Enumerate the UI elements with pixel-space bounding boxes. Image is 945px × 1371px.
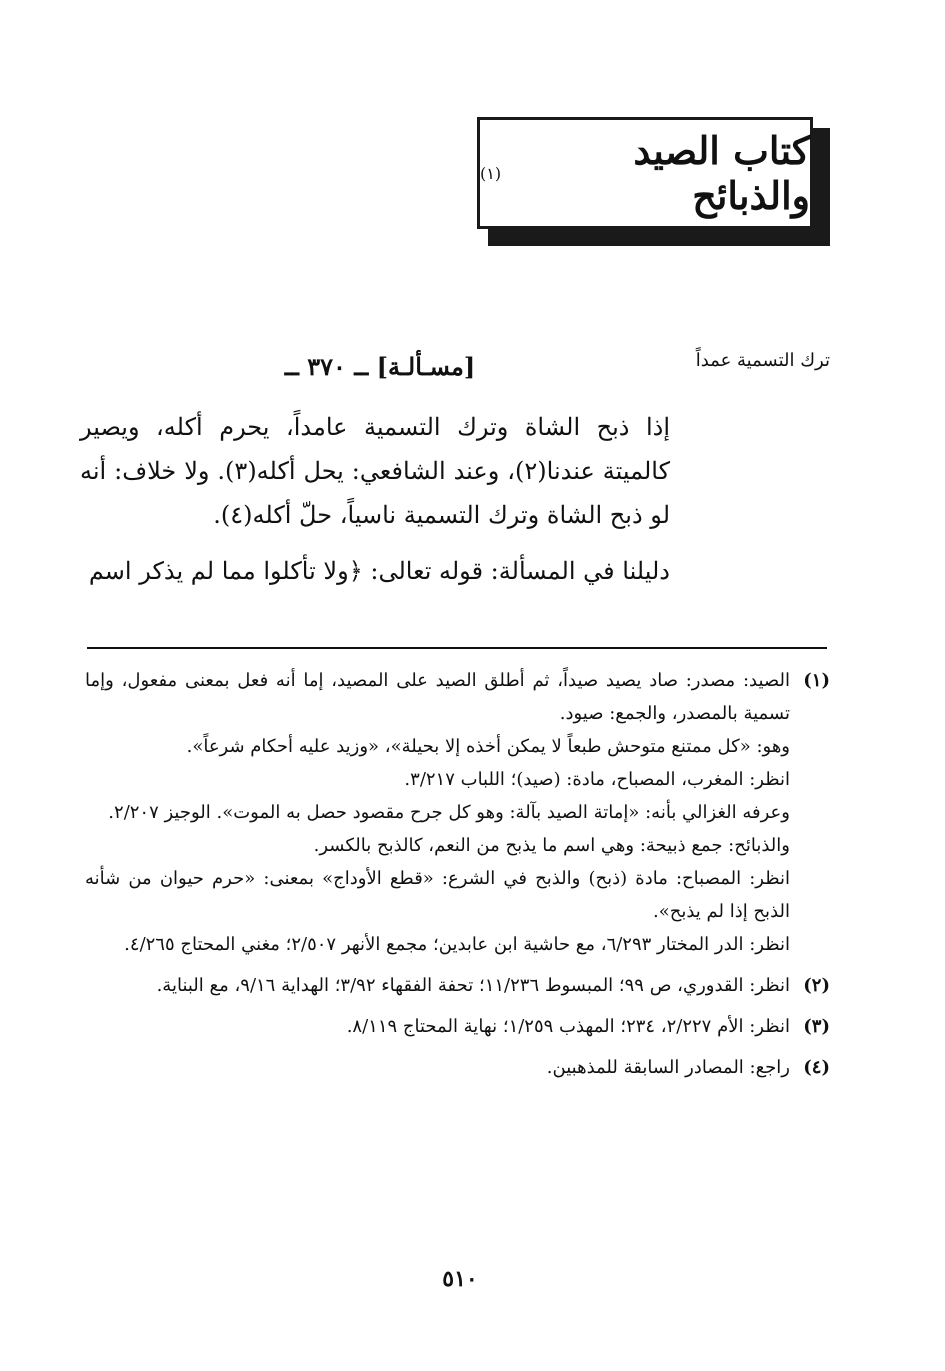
footnote-number: (٤) <box>803 1057 830 1078</box>
footnote-line: الصيد: مصدر: صاد يصيد صيداً، ثم أطلق الصيد على المصيد، إما أنه فعل بمعنى مفعول، وإما تسمية بالمصدر، والجمع: صيود. <box>85 670 790 724</box>
footnote-number: (١) <box>803 670 830 691</box>
footnote-4 <box>85 1051 830 1084</box>
footnote-body <box>85 969 790 1002</box>
footnote-line: انظر: القدوري، ص ٩٩؛ المبسوط ١١/٢٣٦؛ تحفة الفقهاء ٣/٩٢؛ الهداية ٩/١٦، مع البناية. <box>156 975 790 996</box>
footnote-3 <box>85 1010 830 1043</box>
footnote-number: (٣) <box>803 1016 830 1037</box>
footnote-2 <box>85 969 830 1002</box>
book-title-box <box>477 117 813 229</box>
footnotes <box>85 664 830 1092</box>
footnote-1 <box>85 664 830 961</box>
title-footnote-ref: (١) <box>480 163 502 183</box>
footnote-line: وهو: «كل ممتنع متوحش طبعاً لا يمكن أخذه إلا بحيلة»، «وزيد عليه أحكام شرعاً». <box>186 736 790 757</box>
footnote-line: وعرفه الغزالي بأنه: «إماتة الصيد بآلة: وهو كل جرح مقصود حصل به الموت». الوجيز ٢/٢٠٧. <box>108 802 790 823</box>
footnote-line: راجع: المصادر السابقة للمذهبين. <box>546 1057 790 1078</box>
main-paragraph: إذا ذبح الشاة وترك التسمية عامداً، يحرم أكله، ويصير كالميتة عندنا(٢)، وعند الشافعي: يحل أكله(٣). ولا خلاف: أنه لو ذبح الشاة وترك التسمية ناسياً، حلّ أكله(٤). <box>80 413 670 529</box>
footnote-body <box>85 1051 790 1084</box>
footnote-line: انظر: المصباح: مادة (ذبح) والذبح في الشرع: «قطع الأوداج» بمعنى: «حرم حيوان من شأنه الذبح إذا لم يذبح». <box>85 868 790 922</box>
footnote-line: انظر: الأم ٢/٢٢٧، ٢٣٤؛ المهذب ١/٢٥٩؛ نهاية المحتاج ٨/١١٩. <box>346 1016 790 1037</box>
issue-heading: [مسـألـة] ــ ٣٧٠ ــ <box>284 352 476 381</box>
side-note: ترك التسمية عمداً <box>695 350 830 371</box>
main-paragraph: دليلنا في المسألة: قوله تعالى: ﴿ولا تأكلوا مما لم يذكر اسم <box>88 557 670 585</box>
footnote-line: والذبائح: جمع ذبيحة: وهي اسم ما يذبح من النعم، كالذبح بالكسر. <box>313 835 790 856</box>
footnote-body <box>85 664 790 961</box>
footnote-number: (٢) <box>803 975 830 996</box>
main-text <box>80 405 670 605</box>
footnote-divider <box>87 647 827 649</box>
footnote-body <box>85 1010 790 1043</box>
book-title: كتاب الصيد والذبائح <box>633 128 810 218</box>
page-number: ٥١٠ <box>442 1266 478 1292</box>
footnote-line: انظر: المغرب، المصباح، مادة: (صيد)؛ اللباب ٣/٢١٧. <box>404 769 790 790</box>
footnote-line: انظر: الدر المختار ٦/٢٩٣، مع حاشية ابن عابدين؛ مجمع الأنهر ٢/٥٠٧؛ مغني المحتاج ٤/٢٦٥. <box>124 934 790 955</box>
